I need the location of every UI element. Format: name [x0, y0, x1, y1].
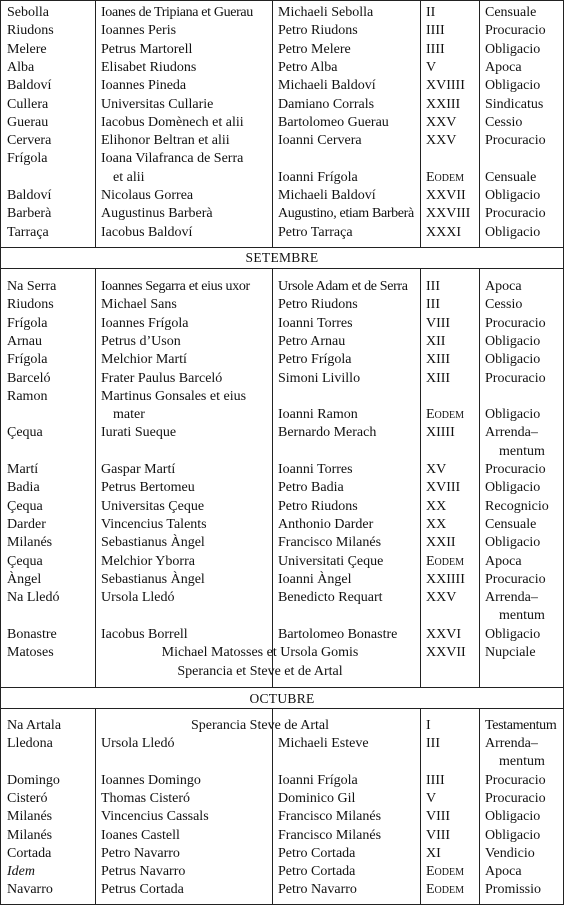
act-cell: Procuracio [485, 790, 546, 806]
grantee-cell: Anthonio Darder [278, 516, 374, 532]
act-cell: Nupciale [485, 645, 536, 660]
day-cell: Eodem [426, 864, 464, 880]
grantor-cell: Sebastianus Àngel [101, 571, 205, 587]
grantor-cell: Melchior Martí [101, 352, 187, 368]
surname-cell: Barberà [7, 206, 52, 222]
surname-cell: Barceló [7, 370, 51, 386]
surname-cell: Alba [7, 59, 35, 75]
grantee-cell: Damiano Corrals [278, 96, 375, 112]
surname-cell: Baldoví [7, 78, 52, 94]
act-cell: Obligacio [485, 224, 541, 240]
grantor-cell: Petrus Cortada [101, 882, 184, 898]
day-cell: XXVI [426, 626, 461, 642]
grantee-cell: Petro Riudons [278, 297, 358, 313]
grantee-cell: Petro Riudons [278, 498, 358, 514]
horizontal-rule [1, 687, 563, 688]
grantee-cell: Ioanni Frígola [278, 169, 358, 185]
grantee-cell: Petro Cortada [278, 845, 356, 861]
table-row [1, 534, 563, 552]
grantor-cell: Gaspar Martí [101, 462, 176, 477]
surname-cell: Matoses [7, 645, 54, 660]
act-cell: Sindicatus [485, 96, 544, 112]
act-cell: Obligacio [485, 352, 541, 368]
grantor-cell: Iacobus Baldoví [101, 224, 193, 240]
table-row [1, 424, 563, 442]
grantor-cell: Melchior Yborra [101, 553, 195, 569]
grantee-cell: Ioanni Torres [278, 462, 353, 477]
day-cell: XII [426, 333, 446, 349]
day-cell: I [426, 718, 431, 733]
act-cell: Arrenda– [485, 736, 538, 751]
table-row [1, 571, 563, 589]
table-row [1, 4, 563, 22]
day-cell: II [426, 5, 436, 20]
parties-cell: Sperancia et Steve et de Artal [177, 663, 343, 679]
day-cell: Eodem [426, 169, 464, 185]
grantee-cell: Bartolomeo Bonastre [278, 626, 398, 642]
grantor-cell: et alii [113, 169, 145, 185]
day-cell: XXXI [426, 224, 461, 240]
parties-cell: Michael Matosses et Ursola Gomis [161, 645, 359, 660]
day-cell: XIIII [426, 425, 455, 441]
grantee-cell: Michaeli Baldoví [278, 78, 376, 94]
grantor-cell: Iurati Sueque [101, 425, 177, 441]
grantee-cell: Ioanni Cervera [278, 133, 362, 149]
day-cell: Eodem [426, 882, 464, 898]
surname-cell: Sebolla [7, 5, 49, 20]
surname-cell: Çequa [7, 498, 43, 514]
day-cell: VIII [426, 827, 451, 843]
table-row [1, 790, 563, 808]
surname-cell: Frígola [7, 151, 48, 167]
act-cell: Censuale [485, 516, 537, 532]
grantee-cell: Francisco Milanés [278, 535, 382, 551]
table-row [1, 663, 563, 681]
horizontal-rule [1, 247, 563, 248]
act-cell: Cessio [485, 297, 523, 313]
act-cell: Apoca [485, 864, 522, 880]
surname-cell: Arnau [7, 333, 42, 349]
surname-cell: Riudons [7, 23, 54, 39]
grantee-cell: Petro Melere [278, 41, 351, 57]
surname-cell: Cisteró [7, 790, 48, 806]
grantee-cell: Bernardo Merach [278, 425, 377, 441]
day-cell: Eodem [426, 407, 464, 423]
day-cell: XXVII [426, 188, 466, 203]
day-cell: IIII [426, 23, 445, 39]
table-row [1, 315, 563, 333]
grantee-cell: Ioanni Torres [278, 315, 353, 331]
grantor-cell: Ioannes Peris [101, 23, 177, 39]
grantor-cell: Ioannes Pineda [101, 78, 187, 94]
act-cell: Vendicio [485, 845, 535, 861]
act-cell: Obligacio [485, 333, 541, 349]
grantor-cell: Ursola Lledó [101, 736, 175, 751]
grantee-cell: Petro Riudons [278, 23, 358, 39]
grantor-cell: Petrus d’Uson [101, 333, 181, 349]
day-cell: XXIII [426, 96, 461, 112]
grantor-cell: Petrus Navarro [101, 864, 186, 880]
act-cell: Cessio [485, 114, 523, 130]
act-cell: Testamentum [485, 718, 557, 733]
surname-cell: Melere [7, 41, 47, 57]
surname-cell: Cullera [7, 96, 49, 112]
surname-cell: Domingo [7, 772, 60, 788]
grantee-cell: Dominico Gil [278, 790, 356, 806]
grantor-cell: Nicolaus Gorrea [101, 188, 194, 203]
surname-cell: Ramon [7, 388, 48, 404]
table-row [1, 589, 563, 607]
grantor-cell: Universitas Cullarie [101, 96, 214, 112]
surname-cell: Martí [7, 462, 39, 477]
grantee-cell: Michaeli Baldoví [278, 188, 376, 203]
day-cell: XI [426, 845, 441, 861]
table-row [1, 808, 563, 826]
act-cell: Procuracio [485, 370, 546, 386]
surname-cell: Frígola [7, 352, 48, 368]
grantee-cell: Ursole Adam et de Serra [278, 279, 408, 294]
table-row [1, 114, 563, 132]
table-row [1, 553, 563, 571]
table-row [1, 717, 563, 735]
grantee-cell: Ioanni Frígola [278, 772, 358, 788]
grantor-cell: Universitas Çeque [101, 498, 205, 514]
grantor-cell: Vincencius Cassals [101, 809, 209, 825]
day-cell: XXIIII [426, 571, 465, 587]
surname-cell: Milanés [7, 535, 53, 551]
table-row [1, 626, 563, 644]
grantee-cell: Petro Frígola [278, 352, 352, 368]
table-row [1, 443, 563, 461]
table-row [1, 96, 563, 114]
grantee-cell: Michaeli Esteve [278, 736, 369, 751]
surname-cell: Lledona [7, 736, 53, 751]
grantor-cell: Frater Paulus Barceló [101, 370, 223, 386]
surname-cell: Cervera [7, 133, 52, 149]
grantee-cell: Petro Cortada [278, 864, 356, 880]
table-row [1, 187, 563, 205]
grantor-cell: Iacobus Domènech et alii [101, 114, 244, 130]
section-heading-octubre: OCTUBRE [249, 691, 315, 706]
day-cell: XX [426, 498, 447, 514]
day-cell: XV [426, 462, 447, 477]
grantee-cell: Petro Alba [278, 59, 338, 75]
grantee-cell: Petro Navarro [278, 882, 357, 898]
act-cell: Procuracio [485, 772, 546, 788]
table-row [1, 22, 563, 40]
act-cell: Procuracio [485, 206, 546, 222]
table-row [1, 498, 563, 516]
act-cell: Obligacio [485, 827, 541, 843]
day-cell: XXVII [426, 645, 466, 660]
table-row [1, 863, 563, 881]
surname-cell: Àngel [7, 571, 42, 587]
grantor-cell: Martinus Gonsales et eius [101, 388, 247, 404]
surname-cell: Na Artala [7, 718, 62, 733]
day-cell: XVIIII [426, 78, 465, 94]
day-cell: XVIII [426, 480, 461, 496]
day-cell: XXV [426, 114, 457, 130]
act-cell: Obligacio [485, 626, 541, 642]
grantee-cell: Ioanni Ramon [278, 407, 358, 423]
act-cell: Obligacio [485, 41, 541, 57]
surname-cell: Na Lledó [7, 590, 60, 606]
surname-cell: Tarraça [7, 224, 49, 240]
grantee-cell: Francisco Milanés [278, 827, 382, 843]
table-row [1, 333, 563, 351]
grantor-cell: Petrus Martorell [101, 41, 193, 57]
surname-cell: Guerau [7, 114, 49, 130]
table-row [1, 77, 563, 95]
table-row [1, 735, 563, 753]
day-cell: XXV [426, 590, 457, 606]
act-cell: Obligacio [485, 480, 541, 496]
surname-cell: Milanés [7, 809, 53, 825]
parties-cell: Sperancia Steve de Artal [190, 718, 329, 733]
day-cell: III [426, 736, 440, 751]
act-cell: mentum [499, 754, 545, 770]
act-cell: Procuracio [485, 23, 546, 39]
table-row [1, 479, 563, 497]
table-row [1, 169, 563, 187]
act-cell: mentum [499, 443, 545, 459]
surname-cell: Milanés [7, 827, 53, 843]
table-row [1, 644, 563, 662]
day-cell: XX [426, 516, 447, 532]
day-cell: XIII [426, 370, 451, 386]
table-row [1, 753, 563, 771]
day-cell: XXV [426, 133, 457, 149]
day-cell: V [426, 59, 437, 75]
grantee-cell: Francisco Milanés [278, 809, 382, 825]
act-cell: Recognicio [485, 498, 549, 514]
table-row [1, 351, 563, 369]
act-cell: Procuracio [485, 462, 546, 477]
surname-cell: Idem [7, 864, 35, 880]
grantee-cell: Petro Tarraça [278, 224, 353, 240]
grantor-cell: Sebastianus Àngel [101, 535, 205, 551]
act-cell: Apoca [485, 279, 522, 294]
grantor-cell: Ioannes Segarra et eius uxor [101, 279, 250, 294]
act-cell: Apoca [485, 59, 522, 75]
act-cell: Obligacio [485, 188, 541, 203]
day-cell: VIII [426, 315, 451, 331]
act-cell: Apoca [485, 553, 522, 569]
section-heading-setembre: SETEMBRE [245, 250, 319, 265]
grantor-cell: Ioannes Frígola [101, 315, 189, 331]
act-cell: mentum [499, 608, 545, 624]
act-cell: Obligacio [485, 809, 541, 825]
surname-cell: Çequa [7, 425, 43, 441]
table-row [1, 845, 563, 863]
table-row [1, 205, 563, 223]
table-row [1, 516, 563, 534]
act-cell: Arrenda– [485, 425, 538, 441]
table-row [1, 370, 563, 388]
act-cell: Censuale [485, 5, 537, 20]
table-row [1, 607, 563, 625]
surname-cell: Çequa [7, 553, 43, 569]
table-row [1, 41, 563, 59]
day-cell: XIII [426, 352, 451, 368]
day-cell: IIII [426, 772, 445, 788]
grantor-cell: Ioanes de Tripiana et Guerau [101, 5, 253, 20]
table-row [1, 296, 563, 314]
surname-cell: Bonastre [7, 626, 57, 642]
grantor-cell: Iacobus Borrell [101, 626, 188, 642]
act-cell: Censuale [485, 169, 537, 185]
table-row [1, 150, 563, 168]
day-cell: V [426, 790, 437, 806]
table-row [1, 132, 563, 150]
day-cell: IIII [426, 41, 445, 57]
grantor-cell: Ioanes Castell [101, 827, 180, 843]
day-cell: XXII [426, 535, 456, 551]
surname-cell: Riudons [7, 297, 54, 313]
grantor-cell: mater [113, 407, 145, 423]
surname-cell: Navarro [7, 882, 53, 898]
day-cell: XXVIII [426, 206, 471, 222]
table-row [1, 827, 563, 845]
grantor-cell: Elisabet Riudons [101, 59, 197, 75]
grantor-cell: Augustinus Barberà [101, 206, 213, 222]
surname-cell: Na Serra [7, 279, 57, 294]
surname-cell: Frígola [7, 315, 48, 331]
grantor-cell: Ioannes Domingo [101, 772, 201, 788]
day-cell: Eodem [426, 553, 464, 569]
grantor-cell: Thomas Cisteró [101, 790, 191, 806]
surname-cell: Baldoví [7, 188, 52, 203]
surname-cell: Badia [7, 480, 40, 496]
grantor-cell: Elihonor Beltran et alii [101, 133, 230, 149]
day-cell: VIII [426, 809, 451, 825]
grantor-cell: Ursola Lledó [101, 590, 175, 606]
grantor-cell: Ioana Vilafranca de Serra [101, 151, 244, 167]
day-cell: III [426, 297, 440, 313]
grantee-cell: Augustino, etiam Barberà [278, 206, 414, 222]
table-row [1, 224, 563, 242]
act-cell: Procuracio [485, 315, 546, 331]
grantor-cell: Petro Navarro [101, 845, 180, 861]
surname-cell: Cortada [7, 845, 52, 861]
grantor-cell: Vincencius Talents [101, 516, 207, 532]
table-row [1, 388, 563, 406]
act-cell: Arrenda– [485, 590, 538, 606]
act-cell: Obligacio [485, 407, 541, 423]
table-row [1, 278, 563, 296]
grantee-cell: Michaeli Sebolla [278, 5, 374, 20]
grantee-cell: Ioanni Àngel [278, 571, 352, 587]
act-cell: Procuracio [485, 133, 546, 149]
act-cell: Obligacio [485, 535, 541, 551]
grantee-cell: Bartolomeo Guerau [278, 114, 389, 130]
grantee-cell: Petro Badia [278, 480, 344, 496]
grantor-cell: Petrus Bertomeu [101, 480, 195, 496]
surname-cell: Darder [7, 516, 46, 532]
grantor-cell: Michael Sans [101, 297, 177, 313]
table-row [1, 461, 563, 479]
table-row [1, 59, 563, 77]
grantee-cell: Benedicto Requart [278, 590, 383, 606]
grantee-cell: Simoni Livillo [278, 370, 361, 386]
table-row [1, 772, 563, 790]
table-row [1, 406, 563, 424]
act-cell: Procuracio [485, 571, 546, 587]
act-cell: Promissio [485, 882, 542, 898]
act-cell: Obligacio [485, 78, 541, 94]
grantee-cell: Petro Arnau [278, 333, 346, 349]
grantee-cell: Universitati Çeque [278, 553, 384, 569]
day-cell: III [426, 279, 440, 294]
table-row [1, 881, 563, 899]
